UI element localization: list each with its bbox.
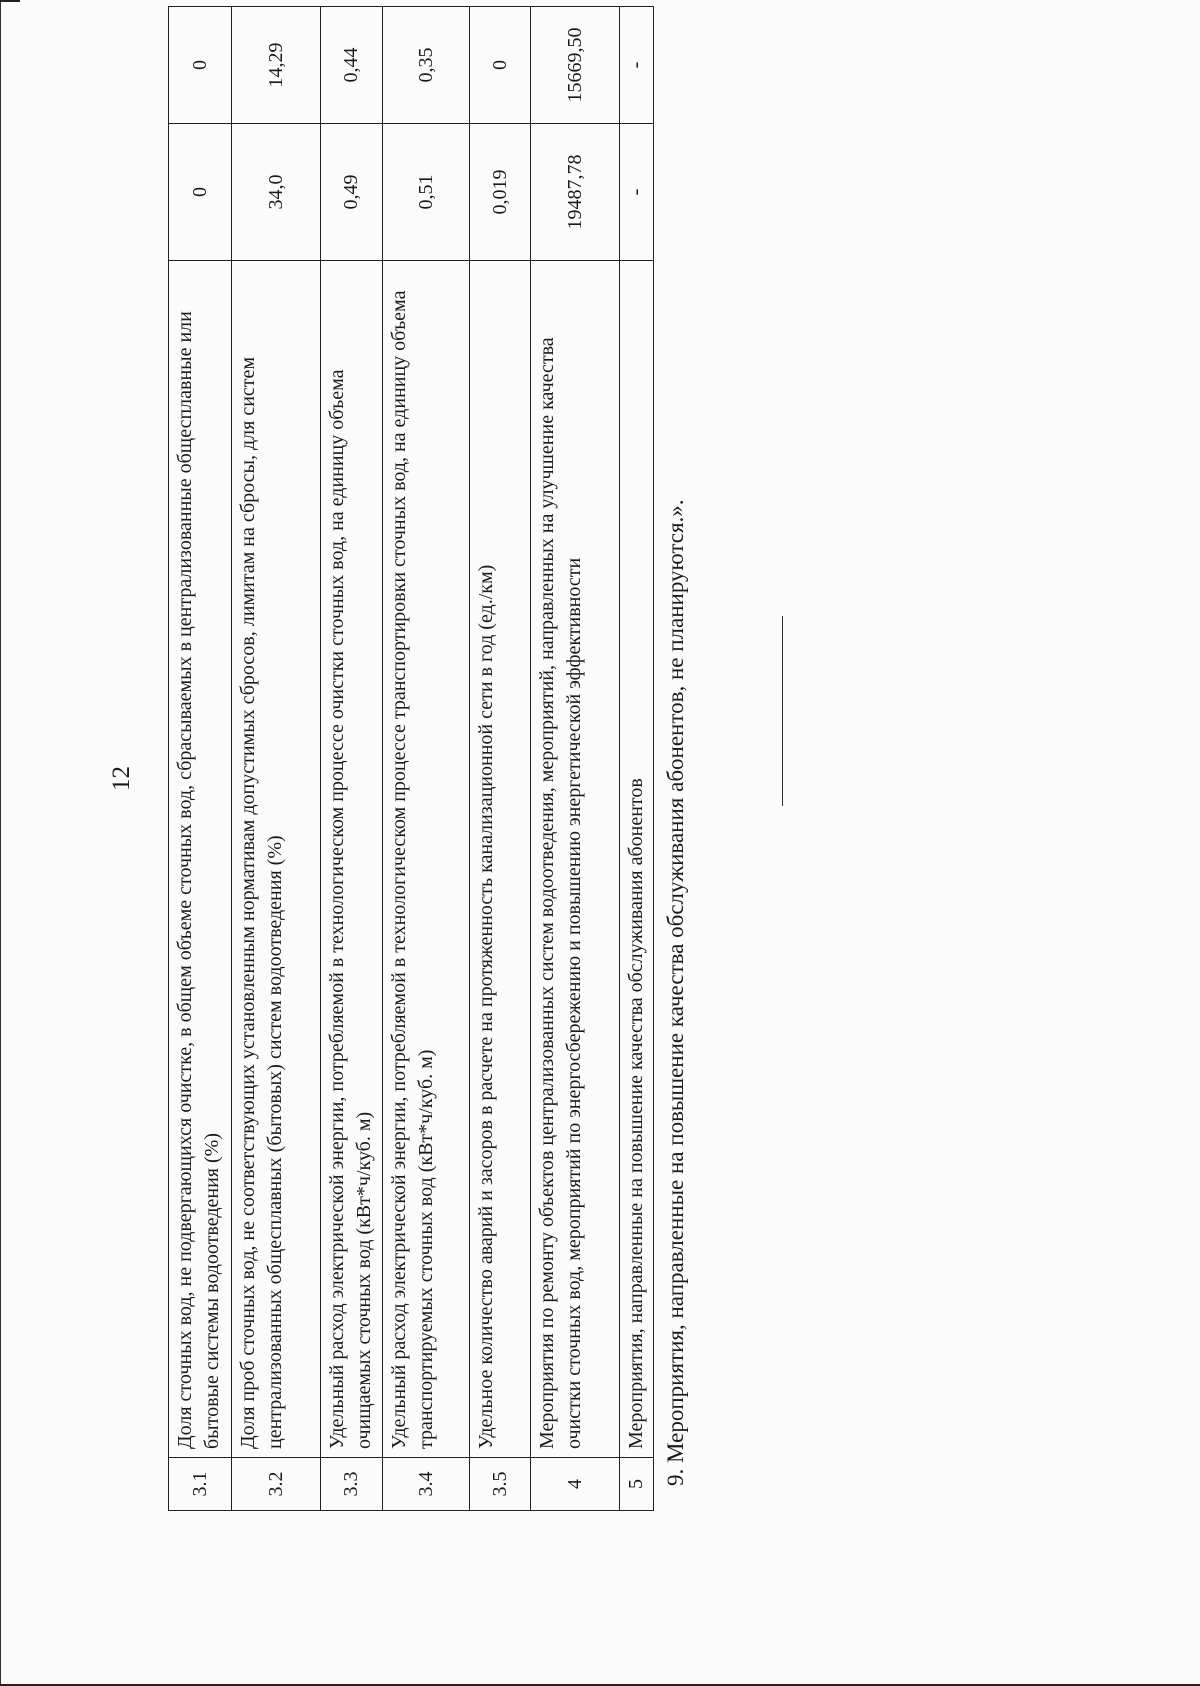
row-value-previous: 19487,78 xyxy=(531,124,620,261)
table-row xyxy=(321,7,383,1511)
row-value-current: 0,44 xyxy=(321,7,383,124)
row-number: 3.2 xyxy=(232,1458,321,1511)
table-row xyxy=(169,7,232,1511)
row-value-current: - xyxy=(620,7,654,124)
row-description: Удельный расход электрической энергии, потребляемой в технологическом процессе транспортировки сточных вод, на единицу объема транспортируемых сточных вод (кВт*ч/куб. м) xyxy=(383,261,470,1458)
row-description: Мероприятия, направленные на повышение качества обслуживания абонентов xyxy=(620,261,654,1458)
separator-line xyxy=(782,616,783,806)
row-value-previous: 34,0 xyxy=(232,124,321,261)
row-value-current: 0 xyxy=(169,7,232,124)
row-description: Удельный расход электрической энергии, потребляемой в технологическом процессе очистки сточных вод, на единицу объема очищаемых сточных вод (кВт*ч/куб. м) xyxy=(321,261,383,1458)
table-row xyxy=(470,7,531,1511)
row-number: 4 xyxy=(531,1458,620,1511)
row-description: Удельное количество аварий и засоров в расчете на протяженность канализационной сети в год (ед./км) xyxy=(470,261,531,1458)
row-number: 3.3 xyxy=(321,1458,383,1511)
row-value-current: 15669,50 xyxy=(531,7,620,124)
indicators-table xyxy=(168,6,654,1511)
row-number: 3.5 xyxy=(470,1458,531,1511)
page-number: 12 xyxy=(108,766,135,791)
row-value-current: 14,29 xyxy=(232,7,321,124)
table-row xyxy=(620,7,654,1511)
indicators-table-wrapper xyxy=(168,21,654,1511)
row-description: Мероприятия по ремонту объектов централизованных систем водоотведения, мероприятий, направленных на улучшение качества очистки сточных вод, мероприятий по энергосбережению и повышению энергетической эффективности xyxy=(531,261,620,1458)
table-row xyxy=(531,7,620,1511)
table-row xyxy=(232,7,321,1511)
row-value-current: 0,35 xyxy=(383,7,470,124)
row-number: 3.4 xyxy=(383,1458,470,1511)
row-description: Доля проб сточных вод, не соответствующих установленным нормативам допустимых сбросов, лимитам на сбросы, для систем централизованных общесплавных (бытовых) систем водоотведения (%) xyxy=(232,261,321,1458)
row-value-previous: 0,49 xyxy=(321,124,383,261)
row-value-current: 0 xyxy=(470,7,531,124)
row-number: 3.1 xyxy=(169,1458,232,1511)
row-value-previous: 0,019 xyxy=(470,124,531,261)
row-value-previous: 0 xyxy=(169,124,232,261)
row-value-previous: - xyxy=(620,124,654,261)
section-9-text: 9. Мероприятия, направленные на повышение качества обслуживания абонентов, не планируются.». xyxy=(663,499,688,1486)
row-value-previous: 0,51 xyxy=(383,124,470,261)
row-number: 5 xyxy=(620,1458,654,1511)
row-description: Доля сточных вод, не подвергающихся очистке, в общем объеме сточных вод, сбрасываемых в централизованные общесплавные или бытовые системы водоотведения (%) xyxy=(169,261,232,1458)
table-row xyxy=(383,7,470,1511)
